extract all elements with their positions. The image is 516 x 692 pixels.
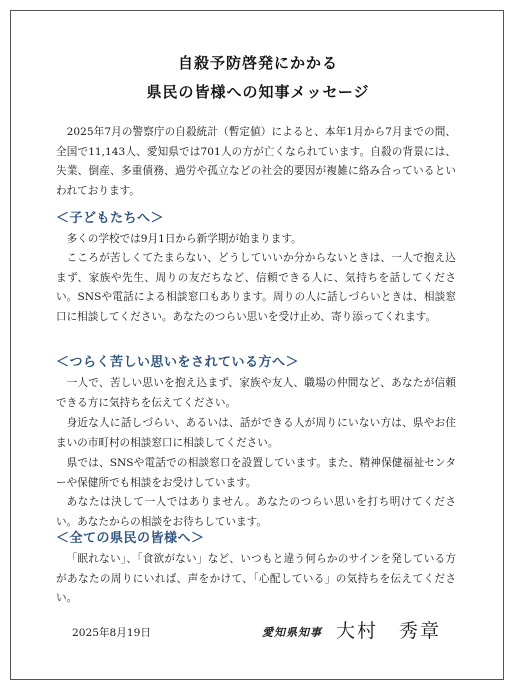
- document-title-line2: 県民の皆様への知事メッセージ: [146, 83, 370, 101]
- document-title-line1: 自殺予防啓発にかかる: [177, 54, 338, 72]
- section-heading-all-residents: ＜全ての県民の皆様へ＞: [56, 531, 205, 546]
- suffering-paragraph-1: 一人で、苦しい思いを抱え込まず、家族や友人、職場の仲間など、あなたが信頼できる方に気持ちを伝えてください。: [56, 377, 456, 409]
- suffering-paragraph-3: 県では、SNSや電話での相談窓口を設置しています。また、精神保健福祉センターや保健所でも相談をお受けしています。: [56, 457, 456, 489]
- section-heading-children: ＜子どもたちへ＞: [56, 211, 165, 226]
- signer-title: 愛知県知事: [262, 626, 322, 639]
- suffering-paragraph-4: あなたは決して一人ではありません。あなたのつらい思いを打ち明けてください。あなたからの相談をお待ちしています。: [56, 496, 456, 528]
- suffering-paragraph-2: 身近な人に話しづらい、あるいは、話ができる人が周りにいない方は、県やお住まいの市町村の相談窓口に相談してください。: [56, 417, 456, 449]
- signer-name: 大村 秀章: [336, 620, 442, 642]
- all-residents-paragraph: 「眠れない」、「食欲がない」など、いつもと違う何らかのサインを発している方があなたの周りにいれば、声をかけて、「心配している」の気持ちを伝えてください。: [56, 553, 456, 604]
- children-paragraph-2: こころが苦しくてたまらない、どうしていいか分からないときは、一人で抱え込まず、家族や先生、周りの友だちなど、信頼できる人に、気持ちを話してください。SNSや電話による相談窓口もあります。周りの人に話しづらいときは、相談窓口に相談してください。あなたのつらい思いを受け止め、寄り添ってくれます。: [56, 252, 456, 323]
- children-paragraph-1: 多くの学校では9月1日から新学期が始まります。: [66, 233, 302, 245]
- section-heading-suffering: ＜つらく苦しい思いをされている方へ＞: [56, 355, 300, 370]
- message-date: 2025年8月19日: [72, 627, 151, 639]
- intro-paragraph: 2025年7月の警察庁の自殺統計（暫定値）によると、本年1月から7月までの間、全国で11,143人、愛知県では701人の方が亡くなられています。自殺の背景には、失業、倒産、多重債務、過労や孤立などの社会的要因が複雑に絡み合っているといわれております。: [56, 126, 456, 197]
